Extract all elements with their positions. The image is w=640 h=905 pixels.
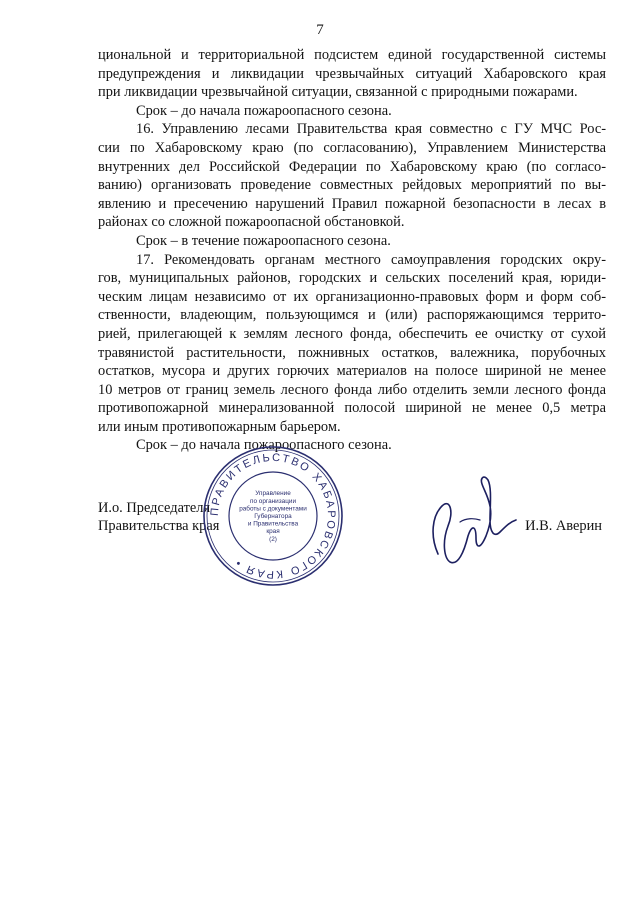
signatory-name: И.В. Аверин	[525, 518, 602, 534]
paragraph-17-line: рией, прилегающей к землям лесного фонда, обеспечить ее очистку от сухой	[98, 325, 606, 342]
stamp-center-line: Губернатора	[254, 513, 292, 520]
stamp-center-line: по организации	[249, 497, 297, 505]
paragraph-17-line: 10 метров от границ земель лесного фонда либо отделить земли лесного фонда	[98, 381, 606, 398]
svg-text:ПРАВИТЕЛЬСТВО ХАБАРОВСКОГО КРА: ПРАВИТЕЛЬСТВО ХАБАРОВСКОГО КРАЯ •	[208, 451, 338, 581]
stamp-center-line: Управление	[255, 490, 291, 498]
paragraph-16-line: явлению и пресечению нарушений Правил пожарной безопасности в лесах в	[98, 195, 606, 212]
stamp-center-line: работы с документами	[239, 505, 307, 513]
paragraph-17-line: ческим лицам независимо от их организационно-правовых форм и форм соб-	[98, 288, 606, 305]
official-seal-stamp	[198, 441, 348, 591]
paragraph-17-line: остатков, мусора и других горючих материалов на полосе шириной не менее	[98, 363, 606, 380]
paragraph-17-line: гов, муниципальных районов, городских и сельских поселений края, юриди-	[98, 270, 606, 287]
paragraph-17-line: ственности, владеющим, пользующимся и (или) распоряжающимся террито-	[98, 307, 606, 324]
paragraph-17-line: травянистой растительности, пожнивных остатков, валежника, порубочных	[98, 344, 606, 361]
text-line: циональной и территориальной подсистем единой государственной системы	[98, 47, 606, 63]
paragraph-16-line: сии по Хабаровскому краю (по согласованию), Управлением Министерства	[98, 139, 606, 156]
paragraph-17-line: 17. Рекомендовать органам местного самоуправления городских окру-	[136, 251, 606, 268]
paragraph-17-line: или иным противопожарным барьером.	[98, 418, 341, 435]
page-number: 7	[316, 22, 324, 38]
stamp-center-line: и Правительства	[247, 520, 299, 528]
paragraph-16-line: внутренних дел Российской Федерации по Хабаровскому краю (по согласо-	[98, 158, 606, 175]
paragraph-16-line: ванию) организовать проведение совместных рейдовых мероприятий по вы-	[98, 177, 606, 194]
handwritten-signature	[420, 466, 528, 570]
signatory-title-line: И.о. Председателя	[98, 500, 211, 516]
paragraph-16-line: 16. Управлению лесами Правительства края совместно с ГУ МЧС Рос-	[136, 121, 606, 138]
paragraph-17-line: противопожарной минерализованной полосой шириной не менее 0,5 метра	[98, 400, 606, 417]
deadline-line: Срок – в течение пожароопасного сезона.	[136, 232, 391, 249]
deadline-line: Срок – до начала пожароопасного сезона.	[136, 102, 392, 119]
paragraph-16-line: районах со сложной пожароопасной обстановкой.	[98, 214, 405, 231]
text-line: при ликвидации чрезвычайной ситуации, связанной с природными пожарами.	[98, 84, 578, 101]
signatory-title-line: Правительства края	[98, 518, 220, 534]
stamp-center-line: края	[266, 528, 280, 536]
stamp-center-line: (2)	[269, 535, 277, 543]
deadline-line: Срок – до начала пожароопасного сезона.	[136, 437, 392, 454]
text-line: предупреждения и ликвидации чрезвычайных ситуаций Хабаровского края	[98, 65, 606, 82]
